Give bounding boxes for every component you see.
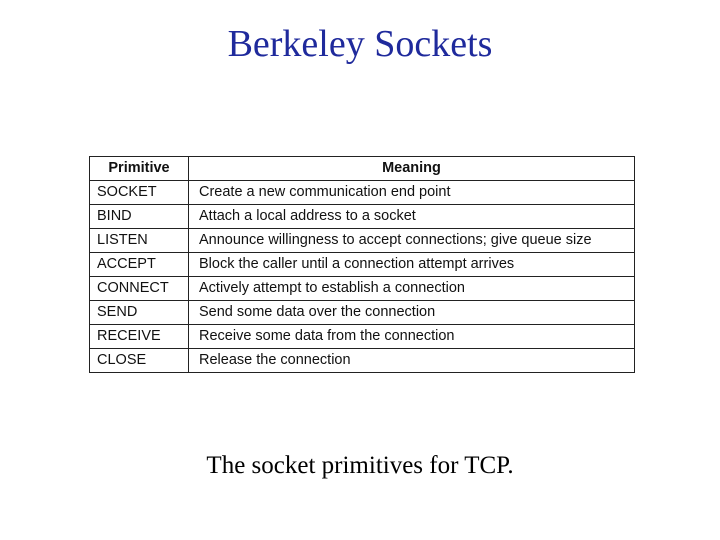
- meaning-cell: Receive some data from the connection: [189, 325, 635, 349]
- header-meaning: Meaning: [189, 157, 635, 181]
- table-row: [90, 229, 635, 253]
- table-row: [90, 349, 635, 373]
- primitive-cell: CLOSE: [90, 349, 189, 373]
- primitive-cell: SOCKET: [90, 181, 189, 205]
- meaning-cell: Actively attempt to establish a connection: [189, 277, 635, 301]
- socket-primitives-table: [89, 156, 635, 373]
- slide-caption: The socket primitives for TCP.: [206, 452, 514, 479]
- table-row: [90, 205, 635, 229]
- table-row: [90, 301, 635, 325]
- table-row: [90, 325, 635, 349]
- meaning-cell: Block the caller until a connection attempt arrives: [189, 253, 635, 277]
- primitive-cell: SEND: [90, 301, 189, 325]
- primitive-cell: RECEIVE: [90, 325, 189, 349]
- table-row: [90, 253, 635, 277]
- slide-title: Berkeley Sockets: [227, 23, 493, 65]
- meaning-cell: Send some data over the connection: [189, 301, 635, 325]
- table-row: [90, 181, 635, 205]
- primitive-cell: CONNECT: [90, 277, 189, 301]
- meaning-cell: Release the connection: [189, 349, 635, 373]
- header-primitive: Primitive: [90, 157, 189, 181]
- meaning-cell: Announce willingness to accept connections; give queue size: [189, 229, 635, 253]
- meaning-cell: Attach a local address to a socket: [189, 205, 635, 229]
- table-row: [90, 277, 635, 301]
- primitive-cell: LISTEN: [90, 229, 189, 253]
- primitive-cell: BIND: [90, 205, 189, 229]
- meaning-cell: Create a new communication end point: [189, 181, 635, 205]
- table-header-row: [90, 157, 635, 181]
- primitive-cell: ACCEPT: [90, 253, 189, 277]
